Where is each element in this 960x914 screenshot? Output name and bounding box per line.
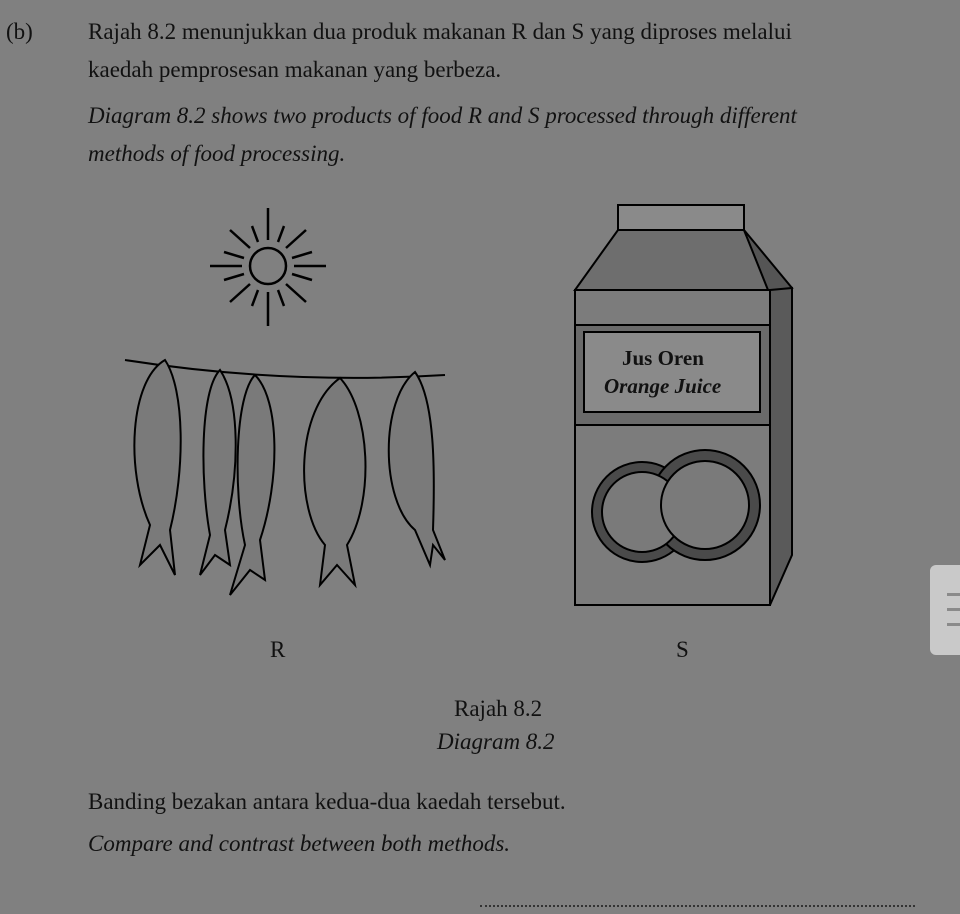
intro-english-line2: methods of food processing. — [88, 141, 346, 166]
intro-malay-line1: Rajah 8.2 menunjukkan dua produk makanan R dan S yang diproses melalui — [88, 19, 792, 44]
carton-label-english: Orange Juice — [604, 374, 722, 398]
side-panel-handle[interactable] — [930, 565, 960, 655]
intro-malay-line2: kaedah pemprosesan makanan yang berbeza. — [88, 57, 502, 82]
intro-english-line1: Diagram 8.2 shows two products of food R and S processed through different — [88, 103, 797, 128]
sun-illustration — [200, 200, 340, 330]
handle-grip-icon — [947, 623, 960, 626]
part-label: (b) — [6, 19, 33, 44]
label-r: R — [270, 637, 286, 662]
task-malay: Banding bezakan antara kedua-dua kaedah tersebut. — [88, 789, 566, 814]
handle-grip-icon — [947, 593, 960, 596]
task-english: Compare and contrast between both methods. — [88, 831, 511, 856]
caption-english: Diagram 8.2 — [437, 729, 555, 754]
carton-label-malay: Jus Oren — [622, 346, 704, 370]
handle-grip-icon — [947, 608, 960, 611]
caption-malay: Rajah 8.2 — [454, 696, 543, 721]
orange-juice-carton-illustration — [570, 200, 800, 610]
dried-fish-illustration — [115, 350, 455, 600]
label-s: S — [676, 637, 689, 662]
answer-line[interactable] — [480, 905, 915, 907]
